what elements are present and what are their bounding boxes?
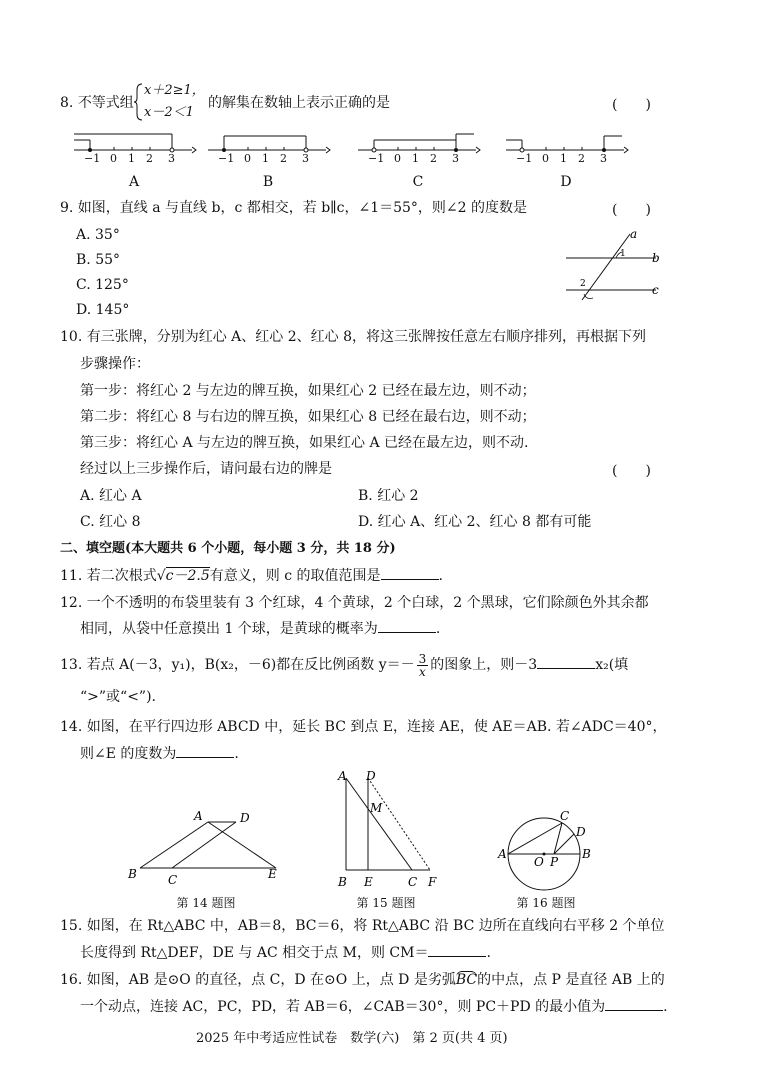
fig14-label-e: E <box>268 867 277 881</box>
q13-frac-num: 3 <box>418 651 427 666</box>
q13-answer-blank[interactable] <box>537 656 595 669</box>
q12-line2 <box>80 620 440 638</box>
fig15-label-e: E <box>364 875 373 889</box>
q12-line1: 12. 一个不透明的布袋里装有 3 个红球，4 个黄球，2 个白球，2 个黑球，它们除颜色外其余都 <box>60 595 649 611</box>
q9-label-a: a <box>630 227 638 241</box>
q11 <box>60 567 443 585</box>
q13-frac-den: x <box>419 664 426 679</box>
q10-option-c[interactable]: C. 红心 8 <box>80 514 141 530</box>
q8-text-pre: 不等式组 <box>77 95 134 111</box>
tick-label: 3 <box>302 152 309 165</box>
tick-label: −1 <box>218 152 235 165</box>
q8-ticks-c <box>356 152 480 166</box>
q9-label-2: 2 <box>580 279 586 289</box>
q13-mid: 的图象上，则－3 <box>430 657 538 673</box>
q16-end: . <box>663 999 668 1015</box>
q8-ineq2: x－2＜1 <box>144 105 194 120</box>
q8-stem <box>60 94 134 112</box>
q16-line2-text: 一个动点，连接 AC，PC，PD，若 AB＝6，∠CAB＝30°，则 PC＋PD 的最小值为 <box>80 999 606 1015</box>
q9-option-b[interactable]: B. 55° <box>76 252 121 268</box>
q15-line2 <box>80 944 491 962</box>
tick-label: −1 <box>368 152 385 165</box>
tick-label: 1 <box>128 152 135 165</box>
tick-label: 2 <box>146 152 153 165</box>
q9-label-1: 1 <box>620 249 626 259</box>
fig14-label-c: C <box>168 873 178 887</box>
fig15-caption: 第 15 题图 <box>356 896 416 910</box>
q13-pre: 13. 若点 A(－3，y₁)，B(x₂，－6)都在反比例函数 y＝－ <box>60 657 415 673</box>
q16-arc: BC <box>455 972 478 988</box>
fig15-label-a: A <box>338 769 347 783</box>
q15-line1: 15. 如图，在 Rt△ABC 中，AB＝8，BC＝6，将 Rt△ABC 沿 BC 边所在直线向右平移 2 个单位 <box>60 918 665 934</box>
q16-line1 <box>60 971 665 989</box>
fig16-label-o: O <box>534 855 544 869</box>
q8-option-b[interactable]: B <box>262 174 274 190</box>
q12-line2-text: 相同，从袋中任意摸出 1 个球，是黄球的概率为 <box>80 621 378 637</box>
q9-label-c: c <box>652 283 659 297</box>
tick-label: 3 <box>168 152 175 165</box>
fig15-label-m: M <box>370 801 383 815</box>
fig16-label-a: A <box>498 847 507 861</box>
q13-post: x₂(填 <box>595 657 629 673</box>
q9-option-d[interactable]: D. 145° <box>76 302 130 318</box>
tick-label: 3 <box>600 152 607 165</box>
q8-text-post: 的解集在数轴上表示正确的是 <box>208 95 390 111</box>
sqrt-icon: √ <box>156 568 166 584</box>
q16-line1-post: 的中点，点 P 是直径 AB 上的 <box>477 972 665 988</box>
fig16-label-c: C <box>560 809 570 823</box>
fig14-label-d: D <box>240 811 250 825</box>
tick-label: −1 <box>84 152 101 165</box>
q9-option-c[interactable]: C. 125° <box>76 277 129 293</box>
tick-label: 2 <box>430 152 437 165</box>
q13-fraction <box>417 653 429 678</box>
tick-label: 0 <box>542 152 549 165</box>
section-fill-in-title: 二、填空题(本大题共 6 个小题，每小题 3 分，共 18 分) <box>60 541 396 556</box>
q8-brace <box>134 82 144 122</box>
fig15-label-d: D <box>366 769 376 783</box>
fig14-label-a: A <box>194 809 203 823</box>
q13-line2: “>”或“<”). <box>80 689 157 705</box>
fig14-label-b: B <box>128 867 137 881</box>
fig15-label-f: F <box>428 875 437 889</box>
fig15-label-b: B <box>338 875 347 889</box>
tick-label: 0 <box>394 152 401 165</box>
q14-answer-blank[interactable] <box>176 745 234 758</box>
q8-ticks-a <box>72 152 196 166</box>
fig16-label-d: D <box>576 825 586 839</box>
fig16 <box>496 808 596 894</box>
q15-line2-text: 长度得到 Rt△DEF，DE 与 AC 相交于点 M，则 CM＝ <box>80 945 429 961</box>
q15-answer-blank[interactable] <box>428 944 486 957</box>
fig15 <box>334 768 444 890</box>
q10-question: 经过以上三步操作后，请问最右边的牌是 <box>80 461 332 477</box>
q13-line1 <box>60 650 628 680</box>
q11-end: . <box>438 568 443 584</box>
q10-line1: 10. 有三张牌，分别为红心 A、红心 2、红心 8，将这三张牌按任意左右顺序排列，再根据下列 <box>60 329 646 345</box>
q16-line2 <box>80 998 668 1016</box>
fig16-caption: 第 16 题图 <box>516 896 576 910</box>
q11-pre: 11. 若二次根式 <box>60 568 157 584</box>
q9-option-a[interactable]: A. 35° <box>76 227 120 243</box>
tick-label: 2 <box>280 152 287 165</box>
q11-post: 有意义，则 c 的取值范围是 <box>209 568 381 584</box>
q8-answer-paren: ( ) <box>612 97 651 113</box>
q9-answer-paren: ( ) <box>612 202 651 218</box>
q9-label-b: b <box>652 251 660 265</box>
q9-stem: 9. 如图，直线 a 与直线 b，c 都相交，若 b∥c，∠1＝55°，则∠2 的度数是 <box>60 200 528 216</box>
q11-radicand: c－2.5 <box>165 568 210 584</box>
q14-line1: 14. 如图，在平行四边形 ABCD 中，延长 BC 到点 E，连接 AE，使 AE＝AB. 若∠ADC＝40°， <box>60 719 667 735</box>
q16-line1-pre: 16. 如图，AB 是⊙O 的直径，点 C，D 在⊙O 上，点 D 是劣弧 <box>60 972 456 988</box>
q16-answer-blank[interactable] <box>605 998 663 1011</box>
page-footer: 2025 年中考适应性试卷 数学(六) 第 2 页(共 4 页) <box>196 1031 508 1046</box>
fig15-label-c: C <box>408 875 418 889</box>
q10-line2: 步骤操作： <box>80 356 150 372</box>
q10-option-a[interactable]: A. 红心 A <box>80 488 142 504</box>
q8-option-d[interactable]: D <box>560 174 572 190</box>
tick-label: 2 <box>578 152 585 165</box>
q15-end: . <box>486 945 491 961</box>
q8-option-a[interactable]: A <box>128 174 140 190</box>
q11-answer-blank[interactable] <box>381 567 439 580</box>
q8-option-c[interactable]: C <box>412 174 424 190</box>
tick-label: 1 <box>412 152 419 165</box>
q10-option-d[interactable]: D. 红心 A、红心 2、红心 8 都有可能 <box>358 514 592 530</box>
tick-label: −1 <box>516 152 533 165</box>
tick-label: 3 <box>452 152 459 165</box>
q12-answer-blank[interactable] <box>378 620 436 633</box>
q8-ineq1: x＋2≥1， <box>144 83 205 98</box>
fig14 <box>126 808 286 887</box>
q10-step1: 第一步：将红心 2 与左边的牌互换，如果红心 2 已经在最左边，则不动； <box>80 383 536 399</box>
fig14-caption: 第 14 题图 <box>176 896 236 910</box>
q10-answer-paren: ( ) <box>612 463 651 479</box>
fig16-label-b: B <box>582 847 591 861</box>
tick-label: 0 <box>244 152 251 165</box>
q10-step3: 第三步：将红心 A 与左边的牌互换，如果红心 A 已经在最左边，则不动. <box>80 435 529 451</box>
q14-end: . <box>234 746 239 762</box>
tick-label: 1 <box>560 152 567 165</box>
tick-label: 1 <box>262 152 269 165</box>
q12-end: . <box>435 621 441 637</box>
q14-line2 <box>80 745 239 763</box>
q10-option-b[interactable]: B. 红心 2 <box>358 488 419 504</box>
fig16-label-p: P <box>550 855 559 869</box>
q8-ticks-d <box>504 152 628 166</box>
q8-num: 8. <box>60 95 74 111</box>
q14-line2-text: 则∠E 的度数为 <box>80 746 177 762</box>
q9-figure <box>560 228 670 302</box>
q10-step2: 第二步：将红心 8 与右边的牌互换，如果红心 8 已经在最右边，则不动； <box>80 409 536 425</box>
tick-label: 0 <box>110 152 117 165</box>
q8-ticks-b <box>206 152 330 166</box>
